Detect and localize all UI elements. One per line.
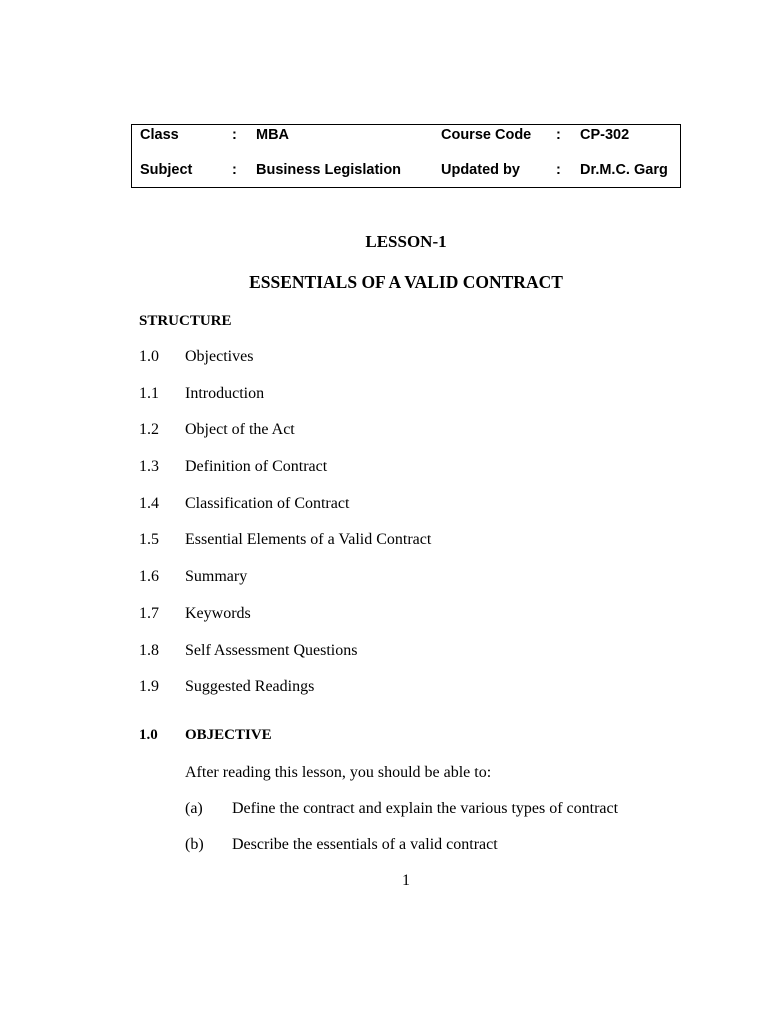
course-code-colon: : xyxy=(556,127,561,143)
structure-item-number: 1.0 xyxy=(139,348,159,365)
updated-by-value: Dr.M.C. Garg xyxy=(580,162,668,178)
objective-heading-number: 1.0 xyxy=(139,727,158,743)
structure-item-text: Introduction xyxy=(185,384,265,402)
objective-intro: After reading this lesson, you should be able to: xyxy=(185,764,492,781)
objective-item-text: Describe the essentials of a valid contract xyxy=(232,836,498,853)
lesson-title: LESSON-1 xyxy=(365,232,447,251)
objective-item-marker: (a) xyxy=(185,800,203,817)
structure-item-number: 1.4 xyxy=(139,494,159,512)
updated-by-label: Updated by xyxy=(441,162,520,178)
structure-item-number: 1.5 xyxy=(139,531,159,549)
structure-item-text: Objectives xyxy=(185,348,254,365)
structure-item-text: Object of the Act xyxy=(185,421,295,439)
subject-colon: : xyxy=(232,162,237,178)
structure-item-number: 1.9 xyxy=(139,678,159,696)
page-number: 1 xyxy=(402,872,410,889)
updated-by-colon: : xyxy=(556,162,561,178)
structure-item-text: Essential Elements of a Valid Contract xyxy=(185,531,432,549)
lesson-subtitle: ESSENTIALS OF A VALID CONTRACT xyxy=(249,272,563,292)
course-info-box xyxy=(131,124,681,188)
structure-item-number: 1.1 xyxy=(139,384,159,402)
course-code-label: Course Code xyxy=(441,127,532,143)
objective-heading-text: OBJECTIVE xyxy=(185,727,272,743)
structure-item-number: 1.2 xyxy=(139,421,159,439)
class-value: MBA xyxy=(256,127,290,143)
structure-item-text: Summary xyxy=(185,568,248,586)
info-row-class xyxy=(132,125,680,145)
class-colon: : xyxy=(232,127,237,143)
structure-item-number: 1.3 xyxy=(139,458,159,476)
structure-item-text: Classification of Contract xyxy=(185,494,350,512)
objective-item-text: Define the contract and explain the various types of contract xyxy=(232,800,619,817)
class-label: Class xyxy=(140,127,179,143)
structure-item-text: Suggested Readings xyxy=(185,678,315,696)
structure-item-number: 1.7 xyxy=(139,604,159,622)
structure-item-text: Self Assessment Questions xyxy=(185,641,358,659)
structure-item-text: Keywords xyxy=(185,604,251,622)
course-code-value: CP-302 xyxy=(580,127,630,143)
subject-label: Subject xyxy=(140,162,193,178)
structure-item-text: Definition of Contract xyxy=(185,458,328,476)
subject-value: Business Legislation xyxy=(256,162,402,178)
objective-item-marker: (b) xyxy=(185,836,204,853)
structure-heading: STRUCTURE xyxy=(139,313,232,329)
structure-item-number: 1.8 xyxy=(139,641,159,659)
info-row-subject xyxy=(132,160,680,180)
structure-item-number: 1.6 xyxy=(139,568,159,586)
